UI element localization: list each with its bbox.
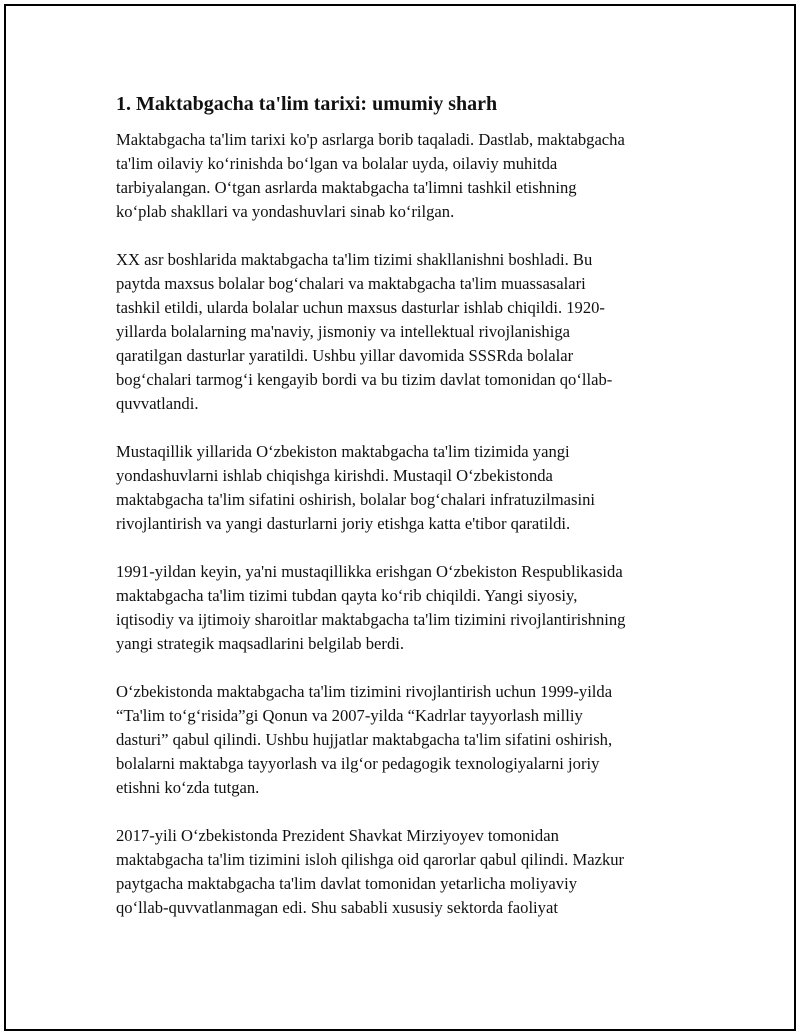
text-line: tarbiyalangan. O‘tgan asrlarda maktabgacha ta'limni tashkil etishning: [116, 178, 577, 197]
text-line: maktabgacha ta'lim tizimini isloh qilishga oid qarorlar qabul qilindi. Mazkur: [116, 850, 625, 869]
text-line: bolalarni maktabga tayyorlash va ilg‘or pedagogik texnologiyalarni joriy: [116, 754, 600, 773]
text-line: ta'lim oilaviy ko‘rinishda bo‘lgan va bolalar uyda, oilaviy muhitda: [116, 154, 558, 173]
document-body: [116, 90, 686, 944]
text-line: O‘zbekistonda maktabgacha ta'lim tizimini rivojlantirish uchun 1999-yilda: [116, 682, 613, 701]
text-line: “Ta'lim to‘g‘risida”gi Qonun va 2007-yilda “Kadrlar tayyorlash milliy: [116, 706, 583, 725]
text-line: Maktabgacha ta'lim tarixi ko'p asrlarga borib taqaladi. Dastlab, maktabgacha: [116, 130, 625, 149]
text-line: paytgacha maktabgacha ta'lim davlat tomonidan yetarlicha moliyaviy: [116, 874, 577, 893]
text-line: yillarda bolalarning ma'naviy, jismoniy va intellektual rivojlanishiga: [116, 322, 570, 341]
text-line: ko‘plab shakllari va yondashuvlari sinab ko‘rilgan.: [116, 202, 455, 221]
text-line: maktabgacha ta'lim sifatini oshirish, bolalar bog‘chalari infratuzilmasini: [116, 490, 595, 509]
text-line: tashkil etildi, ularda bolalar uchun maxsus dasturlar ishlab chiqildi. 1920-: [116, 298, 605, 317]
text-line: qaratilgan dasturlar yaratildi. Ushbu yillar davomida SSSRda bolalar: [116, 346, 574, 365]
text-line: etishni ko‘zda tutgan.: [116, 778, 260, 797]
text-line: XX asr boshlarida maktabgacha ta'lim tizimi shakllanishni boshladi. Bu: [116, 250, 593, 269]
text-line: yondashuvlarni ishlab chiqishga kirishdi. Mustaqil O‘zbekistonda: [116, 466, 553, 485]
section-heading: 1. Maktabgacha ta'lim tarixi: umumiy sharh: [116, 93, 498, 115]
text-line: 1991-yildan keyin, ya'ni mustaqillikka erishgan O‘zbekiston Respublikasida: [116, 562, 623, 581]
text-line: paytda maxsus bolalar bog‘chalari va maktabgacha ta'lim muassasalari: [116, 274, 586, 293]
paragraph-5: [116, 680, 686, 800]
text-line: maktabgacha ta'lim tizimi tubdan qayta ko‘rib chiqildi. Yangi siyosiy,: [116, 586, 578, 605]
text-line: bog‘chalari tarmog‘i kengayib bordi va bu tizim davlat tomonidan qo‘llab-: [116, 370, 613, 389]
paragraph-1: [116, 128, 686, 224]
text-line: yangi strategik maqsadlarini belgilab berdi.: [116, 634, 405, 653]
paragraph-2: [116, 248, 686, 416]
text-line: iqtisodiy va ijtimoiy sharoitlar maktabgacha ta'lim tizimini rivojlantirishning: [116, 610, 626, 629]
paragraph-4: [116, 560, 686, 656]
paragraph-6: [116, 824, 686, 920]
text-line: 2017-yili O‘zbekistonda Prezident Shavkat Mirziyoyev tomonidan: [116, 826, 559, 845]
text-line: qo‘llab-quvvatlanmagan edi. Shu sababli xususiy sektorda faoliyat: [116, 898, 558, 917]
paragraph-3: [116, 440, 686, 536]
text-line: dasturi” qabul qilindi. Ushbu hujjatlar maktabgacha ta'lim sifatini oshirish,: [116, 730, 613, 749]
text-line: quvvatlandi.: [116, 394, 199, 413]
text-line: rivojlantirish va yangi dasturlarni joriy etishga katta e'tibor qaratildi.: [116, 514, 571, 533]
text-line: Mustaqillik yillarida O‘zbekiston maktabgacha ta'lim tizimida yangi: [116, 442, 570, 461]
